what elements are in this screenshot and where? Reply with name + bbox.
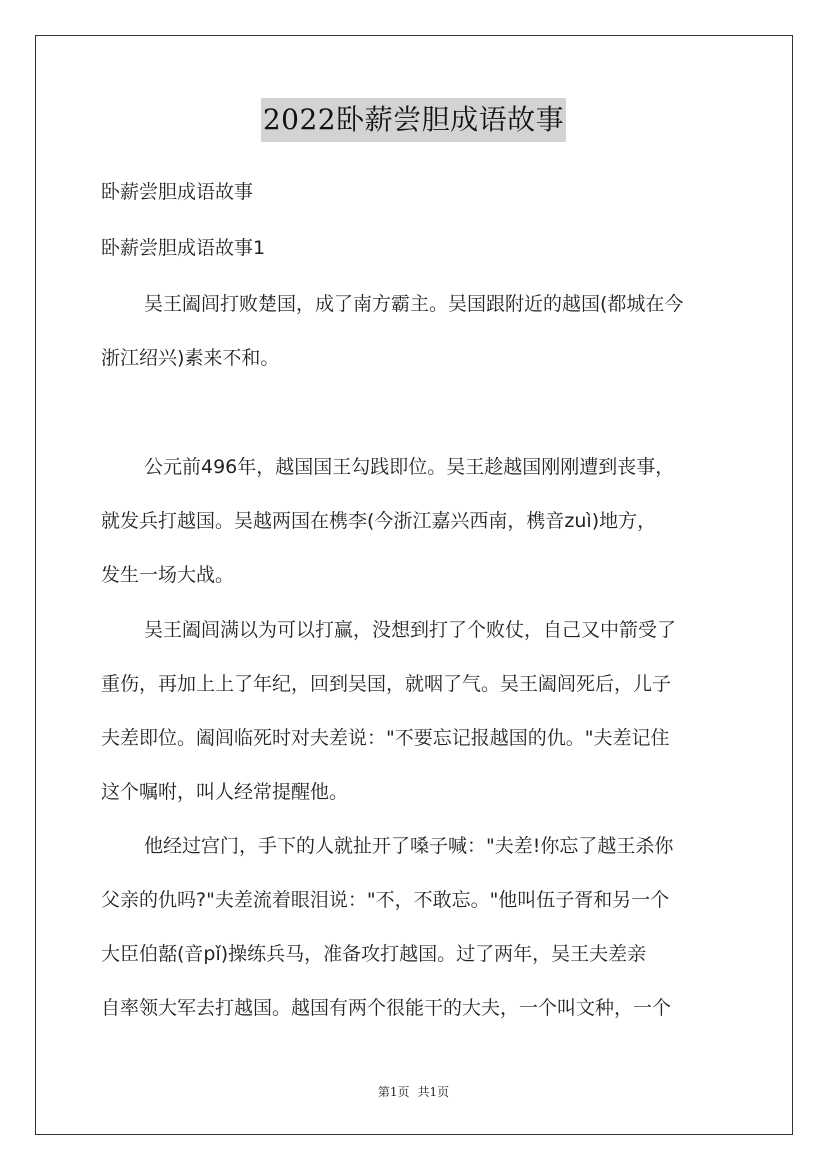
paragraph-line: 重伤，再加上上了年纪，回到吴国，就咽了气。吴王阖闾死后，儿子: [101, 673, 672, 695]
paragraph-line: 这个嘱咐，叫人经常提醒他。: [101, 781, 349, 803]
paragraph-line: 公元前496年，越国国王勾践即位。吴王趁越国刚刚遭到丧事，: [144, 456, 675, 478]
paragraph-line: 大臣伯嚭(音pǐ)操练兵马，准备攻打越国。过了两年，吴王夫差亲: [101, 943, 647, 965]
page-number: 第1页: [377, 1085, 410, 1099]
paragraph-line: 吴王阖闾打败楚国，成了南方霸主。吴国跟附近的越国(都城在今: [144, 293, 684, 315]
document-title: 2022卧薪尝胆成语故事: [261, 98, 566, 142]
document-heading: 卧薪尝胆成语故事: [101, 181, 254, 203]
page-footer: [0, 1084, 827, 1100]
paragraph-line: 父亲的仇吗?"夫差流着眼泪说："不，不敢忘。"他叫伍子胥和另一个: [101, 889, 670, 911]
paragraph-line: 他经过宫门，手下的人就扯开了嗓子喊："夫差!你忘了越王杀你: [144, 835, 674, 857]
paragraph-line: 浙江绍兴)素来不和。: [101, 347, 280, 369]
title-container: [0, 98, 827, 142]
paragraph-line: 自率领大军去打越国。越国有两个很能干的大夫，一个叫文种，一个: [101, 997, 672, 1019]
document-subheading: 卧薪尝胆成语故事1: [101, 237, 266, 259]
paragraph-line: 吴王阖闾满以为可以打赢，没想到打了个败仗，自己又中箭受了: [144, 619, 677, 641]
paragraph-line: 就发兵打越国。吴越两国在槜李(今浙江嘉兴西南，槜音zuì)地方，: [101, 510, 657, 532]
page-total: 共1页: [417, 1085, 450, 1099]
paragraph-line: 发生一场大战。: [101, 564, 235, 586]
paragraph-line: 夫差即位。阖闾临死时对夫差说："不要忘记报越国的仇。"夫差记住: [101, 727, 670, 749]
